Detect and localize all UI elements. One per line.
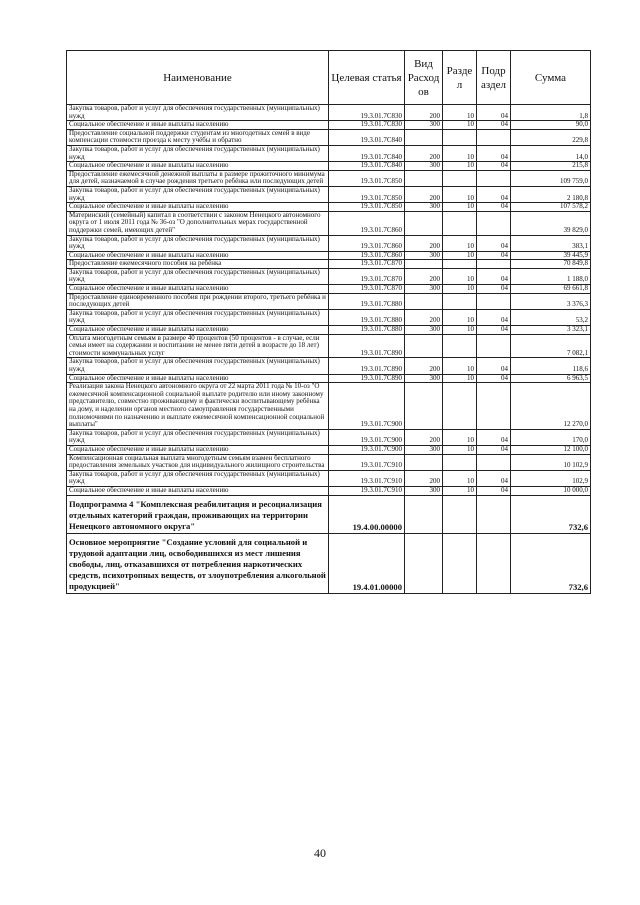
cell-section bbox=[443, 211, 477, 235]
cell-section: 10 bbox=[443, 186, 477, 202]
cell-amount: 2 180,8 bbox=[511, 186, 591, 202]
table-row bbox=[67, 105, 591, 121]
cell-expense-type: 300 bbox=[405, 251, 443, 260]
table-row bbox=[67, 145, 591, 161]
cell-target-article: 19.3.01.7С840 bbox=[329, 145, 405, 161]
header-subsection: Подр аздел bbox=[477, 51, 511, 105]
cell-subsection bbox=[477, 383, 511, 430]
page-number: 40 bbox=[314, 846, 326, 860]
cell-name: Социальное обеспечение и иные выплаты населению bbox=[67, 445, 329, 454]
cell-target-article: 19.3.01.7С830 bbox=[329, 105, 405, 121]
cell-section: 10 bbox=[443, 162, 477, 171]
table-row bbox=[67, 309, 591, 325]
cell-name: Закупка товаров, работ и услуг для обеспечения государственных (муниципальных) нужд bbox=[67, 470, 329, 486]
cell-amount: 90,0 bbox=[511, 121, 591, 130]
cell-expense-type: 200 bbox=[405, 429, 443, 445]
table-row bbox=[67, 533, 591, 593]
budget-table bbox=[66, 50, 591, 594]
cell-section: 10 bbox=[443, 374, 477, 383]
cell-expense-type: 300 bbox=[405, 121, 443, 130]
cell-subsection: 04 bbox=[477, 268, 511, 284]
cell-target-article: 19.3.01.7С880 bbox=[329, 309, 405, 325]
cell-target-article: 19.3.01.7С850 bbox=[329, 170, 405, 186]
cell-amount: 118,6 bbox=[511, 358, 591, 374]
cell-subsection: 04 bbox=[477, 186, 511, 202]
table-row bbox=[67, 129, 591, 145]
cell-amount: 70 849,8 bbox=[511, 260, 591, 269]
cell-target-article: 19.3.01.7С840 bbox=[329, 162, 405, 171]
cell-target-article: 19.3.01.7С860 bbox=[329, 251, 405, 260]
cell-amount: 732,6 bbox=[511, 495, 591, 533]
header-amount: Сумма bbox=[511, 51, 591, 105]
cell-target-article: 19.3.01.7С870 bbox=[329, 285, 405, 294]
cell-target-article: 19.3.01.7С870 bbox=[329, 260, 405, 269]
cell-amount: 383,1 bbox=[511, 235, 591, 251]
cell-amount: 109 759,0 bbox=[511, 170, 591, 186]
cell-subsection bbox=[477, 170, 511, 186]
cell-target-article: 19.3.01.7С880 bbox=[329, 326, 405, 335]
table-row bbox=[67, 383, 591, 430]
cell-name: Социальное обеспечение и иные выплаты населению bbox=[67, 285, 329, 294]
cell-name: Закупка товаров, работ и услуг для обеспечения государственных (муниципальных) нужд bbox=[67, 186, 329, 202]
cell-name: Предоставление социальной поддержки студентам из многодетных семей в виде компенсации стоимости проезда к месту учёбы и обратно bbox=[67, 129, 329, 145]
cell-expense-type: 200 bbox=[405, 235, 443, 251]
cell-target-article: 19.3.01.7С880 bbox=[329, 293, 405, 309]
cell-name: Социальное обеспечение и иные выплаты населению bbox=[67, 486, 329, 495]
cell-name: Социальное обеспечение и иные выплаты населению bbox=[67, 203, 329, 212]
cell-subsection bbox=[477, 334, 511, 358]
cell-expense-type: 300 bbox=[405, 374, 443, 383]
cell-name: Социальное обеспечение и иные выплаты населению bbox=[67, 326, 329, 335]
cell-subsection: 04 bbox=[477, 470, 511, 486]
cell-amount: 6 963,5 bbox=[511, 374, 591, 383]
cell-subsection: 04 bbox=[477, 326, 511, 335]
cell-section: 10 bbox=[443, 235, 477, 251]
cell-name: Предоставление ежемесячной денежной выплаты в размере прожиточного минимума для детей, назначаемой в случае рождения третьего ребёнка или последующих детей bbox=[67, 170, 329, 186]
table-row bbox=[67, 445, 591, 454]
cell-amount: 69 661,8 bbox=[511, 285, 591, 294]
cell-subsection: 04 bbox=[477, 203, 511, 212]
cell-expense-type bbox=[405, 211, 443, 235]
cell-expense-type: 200 bbox=[405, 309, 443, 325]
cell-name: Компенсационная социальная выплата многодетным семьям взамен бесплатного предоставления земельных участков для индивидуального жилищного строительства bbox=[67, 454, 329, 470]
cell-name: Закупка товаров, работ и услуг для обеспечения государственных (муниципальных) нужд bbox=[67, 358, 329, 374]
cell-name: Подпрограмма 4 "Комплексная реабилитация и ресоциализация отдельных категорий граждан, проживающих на территории Ненецкого автономного округа" bbox=[67, 495, 329, 533]
cell-expense-type bbox=[405, 533, 443, 593]
cell-section: 10 bbox=[443, 203, 477, 212]
cell-name: Реализация закона Ненецкого автономного округа от 22 марта 2011 года № 10-оз "О ежемесячной компенсационной социальной выплате родителю или иному законному представителю, совместно проживающему и фактически воспитывающему ребёнка на дому, и наделении органов местного самоуправления государственными полномочиями по назначению и выплате ежемесячной компенсационной социальной выплаты" bbox=[67, 383, 329, 430]
cell-expense-type: 200 bbox=[405, 268, 443, 284]
cell-name: Закупка товаров, работ и услуг для обеспечения государственных (муниципальных) нужд bbox=[67, 145, 329, 161]
cell-expense-type: 200 bbox=[405, 358, 443, 374]
cell-name: Закупка товаров, работ и услуг для обеспечения государственных (муниципальных) нужд bbox=[67, 309, 329, 325]
cell-target-article: 19.3.01.7С870 bbox=[329, 268, 405, 284]
cell-subsection: 04 bbox=[477, 309, 511, 325]
table-row bbox=[67, 203, 591, 212]
cell-amount: 53,2 bbox=[511, 309, 591, 325]
cell-section: 10 bbox=[443, 121, 477, 130]
cell-expense-type bbox=[405, 170, 443, 186]
table-row bbox=[67, 121, 591, 130]
cell-section bbox=[443, 454, 477, 470]
cell-expense-type bbox=[405, 293, 443, 309]
cell-subsection bbox=[477, 454, 511, 470]
cell-section: 10 bbox=[443, 105, 477, 121]
table-row bbox=[67, 268, 591, 284]
cell-section bbox=[443, 495, 477, 533]
cell-expense-type: 300 bbox=[405, 326, 443, 335]
cell-subsection: 04 bbox=[477, 486, 511, 495]
cell-subsection bbox=[477, 293, 511, 309]
cell-expense-type bbox=[405, 383, 443, 430]
cell-amount: 12 270,0 bbox=[511, 383, 591, 430]
cell-name: Социальное обеспечение и иные выплаты населению bbox=[67, 121, 329, 130]
table-row bbox=[67, 429, 591, 445]
cell-amount: 12 100,0 bbox=[511, 445, 591, 454]
cell-name: Закупка товаров, работ и услуг для обеспечения государственных (муниципальных) нужд bbox=[67, 429, 329, 445]
cell-subsection: 04 bbox=[477, 251, 511, 260]
cell-section bbox=[443, 170, 477, 186]
cell-expense-type: 200 bbox=[405, 105, 443, 121]
cell-subsection: 04 bbox=[477, 121, 511, 130]
cell-amount: 102,9 bbox=[511, 470, 591, 486]
cell-amount: 14,0 bbox=[511, 145, 591, 161]
cell-amount: 7 082,1 bbox=[511, 334, 591, 358]
table-row bbox=[67, 186, 591, 202]
cell-section: 10 bbox=[443, 285, 477, 294]
cell-amount: 170,0 bbox=[511, 429, 591, 445]
cell-target-article: 19.3.01.7С910 bbox=[329, 454, 405, 470]
cell-section: 10 bbox=[443, 145, 477, 161]
cell-name: Социальное обеспечение и иные выплаты населению bbox=[67, 251, 329, 260]
table-row bbox=[67, 211, 591, 235]
cell-expense-type: 300 bbox=[405, 285, 443, 294]
cell-amount: 732,6 bbox=[511, 533, 591, 593]
header-expense-type: Вид Расход ов bbox=[405, 51, 443, 105]
cell-name: Основное мероприятие "Создание условий для социальной и трудовой адаптации лиц, освободившихся из мест лишения свободы, лиц, отказавшихся от потребления наркотических средств, психотропных веществ, от злоупотребления алкогольной продукцией" bbox=[67, 533, 329, 593]
table-row bbox=[67, 170, 591, 186]
cell-expense-type: 200 bbox=[405, 470, 443, 486]
cell-target-article: 19.3.01.7С860 bbox=[329, 211, 405, 235]
header-section: Разде л bbox=[443, 51, 477, 105]
cell-expense-type: 200 bbox=[405, 145, 443, 161]
cell-section: 10 bbox=[443, 470, 477, 486]
cell-amount: 39 829,0 bbox=[511, 211, 591, 235]
cell-expense-type: 300 bbox=[405, 486, 443, 495]
cell-section: 10 bbox=[443, 326, 477, 335]
table-row bbox=[67, 495, 591, 533]
cell-expense-type: 300 bbox=[405, 445, 443, 454]
table-row bbox=[67, 285, 591, 294]
cell-amount: 10 000,0 bbox=[511, 486, 591, 495]
cell-target-article: 19.3.01.7С850 bbox=[329, 203, 405, 212]
cell-section: 10 bbox=[443, 268, 477, 284]
cell-amount: 229,8 bbox=[511, 129, 591, 145]
cell-section bbox=[443, 293, 477, 309]
cell-name: Оплата многодетным семьям в размере 40 процентов (50 процентов - в случае, если семья имеет на содержании и воспитании не менее пяти детей в возрасте до 18 лет) стоимости коммунальных услуг bbox=[67, 334, 329, 358]
cell-section: 10 bbox=[443, 358, 477, 374]
cell-expense-type bbox=[405, 454, 443, 470]
cell-name: Закупка товаров, работ и услуг для обеспечения государственных (муниципальных) нужд bbox=[67, 268, 329, 284]
cell-target-article: 19.4.00.00000 bbox=[329, 495, 405, 533]
cell-section bbox=[443, 334, 477, 358]
table-row bbox=[67, 486, 591, 495]
cell-section: 10 bbox=[443, 309, 477, 325]
cell-target-article: 19.3.01.7С850 bbox=[329, 186, 405, 202]
cell-subsection: 04 bbox=[477, 162, 511, 171]
cell-expense-type bbox=[405, 129, 443, 145]
cell-name: Закупка товаров, работ и услуг для обеспечения государственных (муниципальных) нужд bbox=[67, 235, 329, 251]
cell-expense-type bbox=[405, 260, 443, 269]
cell-name: Материнский (семейный) капитал в соответствии с законом Ненецкого автономного округа от 1 июля 2011 года № 36-оз "О дополнительных мерах государственной поддержки семей, имеющих детей" bbox=[67, 211, 329, 235]
cell-name: Предоставление ежемесячного пособия на ребёнка bbox=[67, 260, 329, 269]
cell-target-article: 19.4.01.00000 bbox=[329, 533, 405, 593]
cell-name: Предоставление единовременного пособия при рождении второго, третьего ребёнка и последующих детей bbox=[67, 293, 329, 309]
cell-section: 10 bbox=[443, 486, 477, 495]
table-row bbox=[67, 454, 591, 470]
cell-subsection: 04 bbox=[477, 429, 511, 445]
cell-subsection: 04 bbox=[477, 445, 511, 454]
cell-target-article: 19.3.01.7С910 bbox=[329, 470, 405, 486]
cell-subsection: 04 bbox=[477, 145, 511, 161]
table-row bbox=[67, 162, 591, 171]
cell-subsection bbox=[477, 211, 511, 235]
cell-subsection: 04 bbox=[477, 285, 511, 294]
table-row bbox=[67, 326, 591, 335]
cell-amount: 1 188,0 bbox=[511, 268, 591, 284]
cell-expense-type bbox=[405, 495, 443, 533]
header-name: Наименование bbox=[67, 51, 329, 105]
cell-section bbox=[443, 129, 477, 145]
table-row bbox=[67, 358, 591, 374]
cell-subsection bbox=[477, 533, 511, 593]
cell-section bbox=[443, 260, 477, 269]
cell-amount: 10 102,9 bbox=[511, 454, 591, 470]
cell-target-article: 19.3.01.7С860 bbox=[329, 235, 405, 251]
cell-expense-type: 300 bbox=[405, 203, 443, 212]
cell-subsection: 04 bbox=[477, 235, 511, 251]
cell-name: Социальное обеспечение и иные выплаты населению bbox=[67, 374, 329, 383]
cell-section bbox=[443, 383, 477, 430]
cell-amount: 107 578,2 bbox=[511, 203, 591, 212]
table-row bbox=[67, 235, 591, 251]
cell-target-article: 19.3.01.7С910 bbox=[329, 486, 405, 495]
cell-target-article: 19.3.01.7С890 bbox=[329, 374, 405, 383]
cell-target-article: 19.3.01.7С900 bbox=[329, 445, 405, 454]
cell-amount: 215,8 bbox=[511, 162, 591, 171]
cell-target-article: 19.3.01.7С890 bbox=[329, 334, 405, 358]
cell-amount: 3 323,1 bbox=[511, 326, 591, 335]
cell-section bbox=[443, 533, 477, 593]
cell-subsection: 04 bbox=[477, 374, 511, 383]
cell-subsection bbox=[477, 495, 511, 533]
table-row bbox=[67, 334, 591, 358]
cell-target-article: 19.3.01.7С840 bbox=[329, 129, 405, 145]
cell-target-article: 19.3.01.7С900 bbox=[329, 383, 405, 430]
cell-name: Социальное обеспечение и иные выплаты населению bbox=[67, 162, 329, 171]
table-row bbox=[67, 470, 591, 486]
header-target-article: Целевая статья bbox=[329, 51, 405, 105]
cell-section: 10 bbox=[443, 445, 477, 454]
table-row bbox=[67, 293, 591, 309]
cell-target-article: 19.3.01.7С830 bbox=[329, 121, 405, 130]
cell-target-article: 19.3.01.7С900 bbox=[329, 429, 405, 445]
cell-section: 10 bbox=[443, 251, 477, 260]
cell-amount: 39 445,9 bbox=[511, 251, 591, 260]
cell-subsection: 04 bbox=[477, 105, 511, 121]
cell-amount: 3 376,3 bbox=[511, 293, 591, 309]
cell-expense-type: 300 bbox=[405, 162, 443, 171]
cell-target-article: 19.3.01.7С890 bbox=[329, 358, 405, 374]
cell-subsection: 04 bbox=[477, 358, 511, 374]
cell-amount: 1,8 bbox=[511, 105, 591, 121]
cell-expense-type bbox=[405, 334, 443, 358]
table-body bbox=[67, 105, 591, 594]
cell-name: Закупка товаров, работ и услуг для обеспечения государственных (муниципальных) нужд bbox=[67, 105, 329, 121]
cell-subsection bbox=[477, 129, 511, 145]
cell-subsection bbox=[477, 260, 511, 269]
cell-section: 10 bbox=[443, 429, 477, 445]
table-header-row bbox=[67, 51, 591, 105]
cell-expense-type: 200 bbox=[405, 186, 443, 202]
